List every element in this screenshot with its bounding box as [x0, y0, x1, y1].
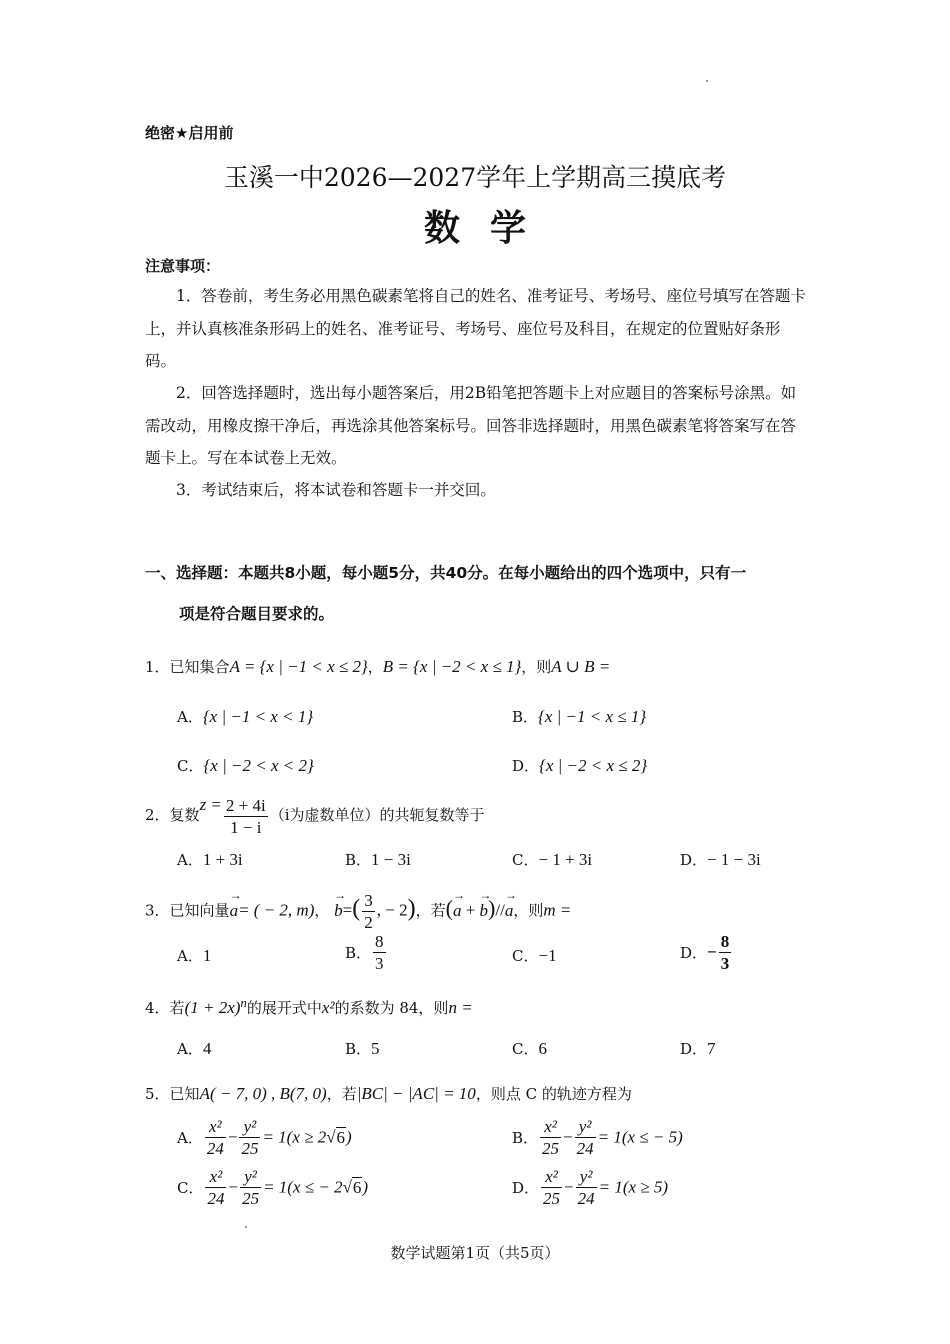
- fraction-numerator: 8: [375, 932, 384, 951]
- option-label: D．: [680, 851, 708, 869]
- option-text: = 1(x ≤ − 2: [263, 1177, 343, 1197]
- option-text: ): [362, 1177, 369, 1197]
- subject-title: 数学: [423, 208, 556, 249]
- q1-option-b: [512, 706, 646, 727]
- equals: =: [342, 900, 353, 920]
- option-label: C．: [177, 1179, 204, 1197]
- option-label: C．: [512, 1040, 539, 1058]
- q5-option-c: [177, 1168, 368, 1207]
- option-label: B．: [512, 1129, 539, 1147]
- minus-sign: −: [563, 1127, 573, 1147]
- option-text: −1: [538, 946, 557, 965]
- q5-option-a: [177, 1118, 352, 1157]
- parallel-sign: //: [495, 900, 505, 920]
- option-label: D．: [512, 757, 540, 775]
- fraction-numerator: y²: [575, 1118, 596, 1138]
- fraction-denominator: 2: [364, 913, 373, 932]
- q4-option-a: [177, 1038, 211, 1059]
- fraction-numerator: y²: [576, 1168, 597, 1188]
- option-text: 4: [202, 1039, 212, 1058]
- fraction-denominator: 25: [241, 1139, 259, 1158]
- section-line-2: 项是符合题目要求的。: [179, 605, 335, 623]
- question-text: 的系数为 84，则: [334, 999, 449, 1017]
- fraction-denominator: 24: [576, 1139, 594, 1158]
- question-text: 复数: [169, 806, 200, 824]
- option-text: − 1 − 3i: [707, 850, 761, 869]
- fraction-numerator: x²: [205, 1168, 226, 1188]
- section-heading: [145, 553, 815, 635]
- n-expr: n =: [448, 998, 473, 1017]
- option-text: {x | −2 < x < 2}: [203, 756, 314, 775]
- question-4: [145, 995, 473, 1018]
- option-label: A．: [177, 851, 203, 869]
- q3-option-c: [512, 945, 557, 966]
- question-text: ，则: [521, 658, 552, 676]
- scan-dot: [706, 80, 708, 82]
- question-text: 若: [169, 999, 185, 1017]
- fraction-numerator: 2 + 4i: [225, 795, 266, 815]
- fraction-denominator: 24: [577, 1189, 595, 1208]
- option-text: 1 + 3i: [202, 850, 243, 869]
- option-label: B．: [345, 851, 372, 869]
- paren-open: (: [352, 895, 361, 922]
- question-text: 的展开式中: [246, 999, 322, 1017]
- question-text: ，若: [326, 1085, 357, 1103]
- fraction-denominator: 25: [242, 1189, 260, 1208]
- q3-option-b: [345, 933, 388, 972]
- q4-option-d: [680, 1038, 716, 1059]
- option-label: C．: [177, 757, 204, 775]
- option-text: = 1(x ≤ − 5): [597, 1127, 683, 1147]
- fraction-y: [575, 1118, 596, 1157]
- fraction-y: [576, 1168, 597, 1207]
- q1-option-c: [177, 755, 314, 776]
- option-label: C．: [512, 947, 539, 965]
- question-text: 已知向量: [169, 901, 230, 920]
- option-label: A．: [177, 947, 203, 965]
- separator: ，: [367, 658, 383, 676]
- q3-option-d: [680, 933, 733, 972]
- plus-sign: +: [461, 900, 480, 920]
- notice-item-2: 2．回答选择题时，选出每小题答案后，用2B铅笔把答题卡上对应题目的答案标号涂黑。如需改动，用橡皮擦干净后，再选涂其他答案标号。回答非选择题时，用黑色碳素笔将答案写在答题卡上。写在本试卷上无效。: [145, 384, 797, 467]
- scan-dot: [245, 1226, 247, 1228]
- sqrt-sign: √: [326, 1127, 336, 1147]
- question-number: 5．: [145, 1085, 170, 1103]
- q4-option-b: [345, 1038, 380, 1059]
- question-number: 3．: [145, 901, 170, 920]
- fraction-numerator: x²: [541, 1168, 562, 1188]
- option-label: A．: [177, 1129, 203, 1147]
- paren-open: (: [445, 895, 453, 921]
- vector-b-rest: , − 2: [376, 900, 408, 920]
- q5-option-b: [512, 1118, 683, 1157]
- question-3: [145, 892, 571, 931]
- question-number: 2．: [145, 806, 170, 824]
- z-var: z =: [199, 795, 222, 814]
- option-text: {x | −1 < x ≤ 1}: [538, 707, 647, 726]
- q3-option-a: [177, 945, 211, 966]
- section-line-1: 一、选择题：本题共8小题，每小题5分，共40分。在每小题给出的四个选项中，只有一: [145, 564, 747, 582]
- option-text: − 1 + 3i: [538, 850, 593, 869]
- confidential-mark: 绝密★启用前: [145, 124, 234, 142]
- option-text: 7: [707, 1039, 716, 1058]
- fraction-numerator: x²: [540, 1118, 561, 1138]
- option-text: = 1(x ≥ 2: [262, 1127, 327, 1147]
- fraction-denominator: 25: [542, 1139, 560, 1158]
- option-text: 1: [202, 946, 212, 965]
- exponent: n: [240, 995, 247, 1010]
- vector-a: → a: [230, 901, 239, 921]
- question-number: 1．: [145, 658, 170, 676]
- fraction-y: [240, 1168, 261, 1207]
- q2-option-b: [345, 849, 411, 870]
- page-footer: 数学试题第1页（共5页）: [390, 1244, 560, 1262]
- fraction-numerator: y²: [240, 1168, 261, 1188]
- option-label: C．: [512, 851, 539, 869]
- binomial-expr: (1 + 2x): [184, 998, 241, 1017]
- option-label: D．: [680, 944, 708, 962]
- question-text: （i为虚数单位）的共轭复数等于: [269, 806, 485, 824]
- option-label: B．: [345, 944, 372, 962]
- option-label: D．: [680, 1040, 708, 1058]
- union-expr: A ∪ B =: [551, 657, 611, 676]
- option-label: B．: [512, 708, 539, 726]
- q4-option-c: [512, 1038, 547, 1059]
- paren-close: ): [407, 895, 416, 922]
- option-text: ): [346, 1127, 352, 1147]
- fraction-x: [205, 1168, 226, 1207]
- condition: |BC| − |AC| = 10: [356, 1084, 476, 1103]
- minus-sign: −: [228, 1177, 239, 1197]
- q5-option-d: [512, 1168, 668, 1207]
- question-number: 4．: [145, 999, 170, 1017]
- option-fraction: [373, 933, 386, 972]
- complex-fraction: [224, 797, 268, 836]
- option-label: A．: [177, 708, 203, 726]
- option-text: {x | −1 < x < 1}: [202, 707, 314, 726]
- sqrt-sign: √: [342, 1177, 352, 1197]
- fraction-denominator: 25: [543, 1189, 561, 1208]
- vector-b: → b: [334, 901, 343, 921]
- fraction-denominator: 3: [375, 954, 384, 973]
- notice-item-1: 1．答卷前，考生务必用黑色碳素笔将自己的姓名、准考证号、考场号、座位号填写在答题卡上，并认真核准条形码上的姓名、准考证号、考场号、座位号及科目，在规定的位置贴好条形码。: [145, 287, 806, 370]
- question-text: ，则点 C 的轨迹方程为: [475, 1085, 632, 1103]
- q2-option-a: [177, 849, 243, 870]
- q1-option-d: [512, 755, 647, 776]
- option-text: 6: [538, 1039, 547, 1058]
- fraction-denominator: 24: [207, 1189, 225, 1208]
- vector-b: → b: [480, 901, 489, 921]
- option-text: 1 − 3i: [371, 850, 411, 869]
- question-text: ，则: [513, 901, 544, 920]
- option-label: A．: [177, 1040, 203, 1058]
- question-text: 已知: [169, 1085, 200, 1103]
- fraction-x: [541, 1168, 562, 1207]
- minus-sign: −: [227, 1127, 238, 1147]
- fraction-three-halves: [362, 892, 375, 931]
- points: A( − 7, 0) , B(7, 0): [199, 1084, 327, 1103]
- option-text: 5: [371, 1039, 380, 1058]
- vector-a: → a: [453, 901, 462, 921]
- minus-sign: −: [564, 1177, 574, 1197]
- question-5: [145, 1083, 632, 1104]
- vector-a-value: = ( − 2, m): [238, 900, 315, 920]
- set-a: A = {x | −1 < x ≤ 2}: [229, 657, 368, 676]
- fraction-numerator: 8: [720, 932, 730, 951]
- fraction-x: [205, 1118, 226, 1157]
- notice-item-3: 3．考试结束后，将本试卷和答题卡一并交回。: [176, 481, 496, 499]
- term: x²: [321, 998, 335, 1017]
- fraction-numerator: 3: [364, 891, 373, 910]
- option-text: {x | −2 < x ≤ 2}: [539, 756, 648, 775]
- vector-a: → a: [505, 901, 514, 921]
- fraction-denominator: 24: [206, 1139, 224, 1158]
- option-fraction: [719, 933, 732, 972]
- fraction-numerator: y²: [239, 1118, 260, 1138]
- minus-sign: −: [707, 942, 717, 962]
- question-text: 已知集合: [169, 658, 230, 676]
- exam-title: 玉溪一中2026—2027学年上学期高三摸底考: [223, 163, 727, 192]
- question-text: ，若: [415, 901, 446, 920]
- set-b: B = {x | −2 < x ≤ 1}: [382, 657, 522, 676]
- notice-heading: 注意事项：: [145, 257, 221, 275]
- fraction-denominator: 3: [720, 954, 730, 973]
- fraction-numerator: x²: [205, 1118, 226, 1138]
- q2-option-d: [680, 849, 761, 870]
- fraction-x: [540, 1118, 561, 1157]
- radicand: 6: [352, 1177, 362, 1197]
- option-text: = 1(x ≥ 5): [598, 1177, 669, 1197]
- q2-option-c: [512, 849, 592, 870]
- fraction-denominator: 1 − i: [230, 817, 262, 837]
- q1-option-a: [177, 706, 313, 727]
- fraction-y: [239, 1118, 260, 1157]
- option-label: D．: [512, 1179, 540, 1197]
- question-2: [145, 795, 485, 836]
- paren-close: ): [488, 895, 496, 921]
- question-1: [145, 656, 610, 677]
- radicand: 6: [336, 1127, 346, 1147]
- option-label: B．: [345, 1040, 372, 1058]
- separator: ，: [314, 901, 330, 920]
- m-expr: m =: [543, 900, 572, 920]
